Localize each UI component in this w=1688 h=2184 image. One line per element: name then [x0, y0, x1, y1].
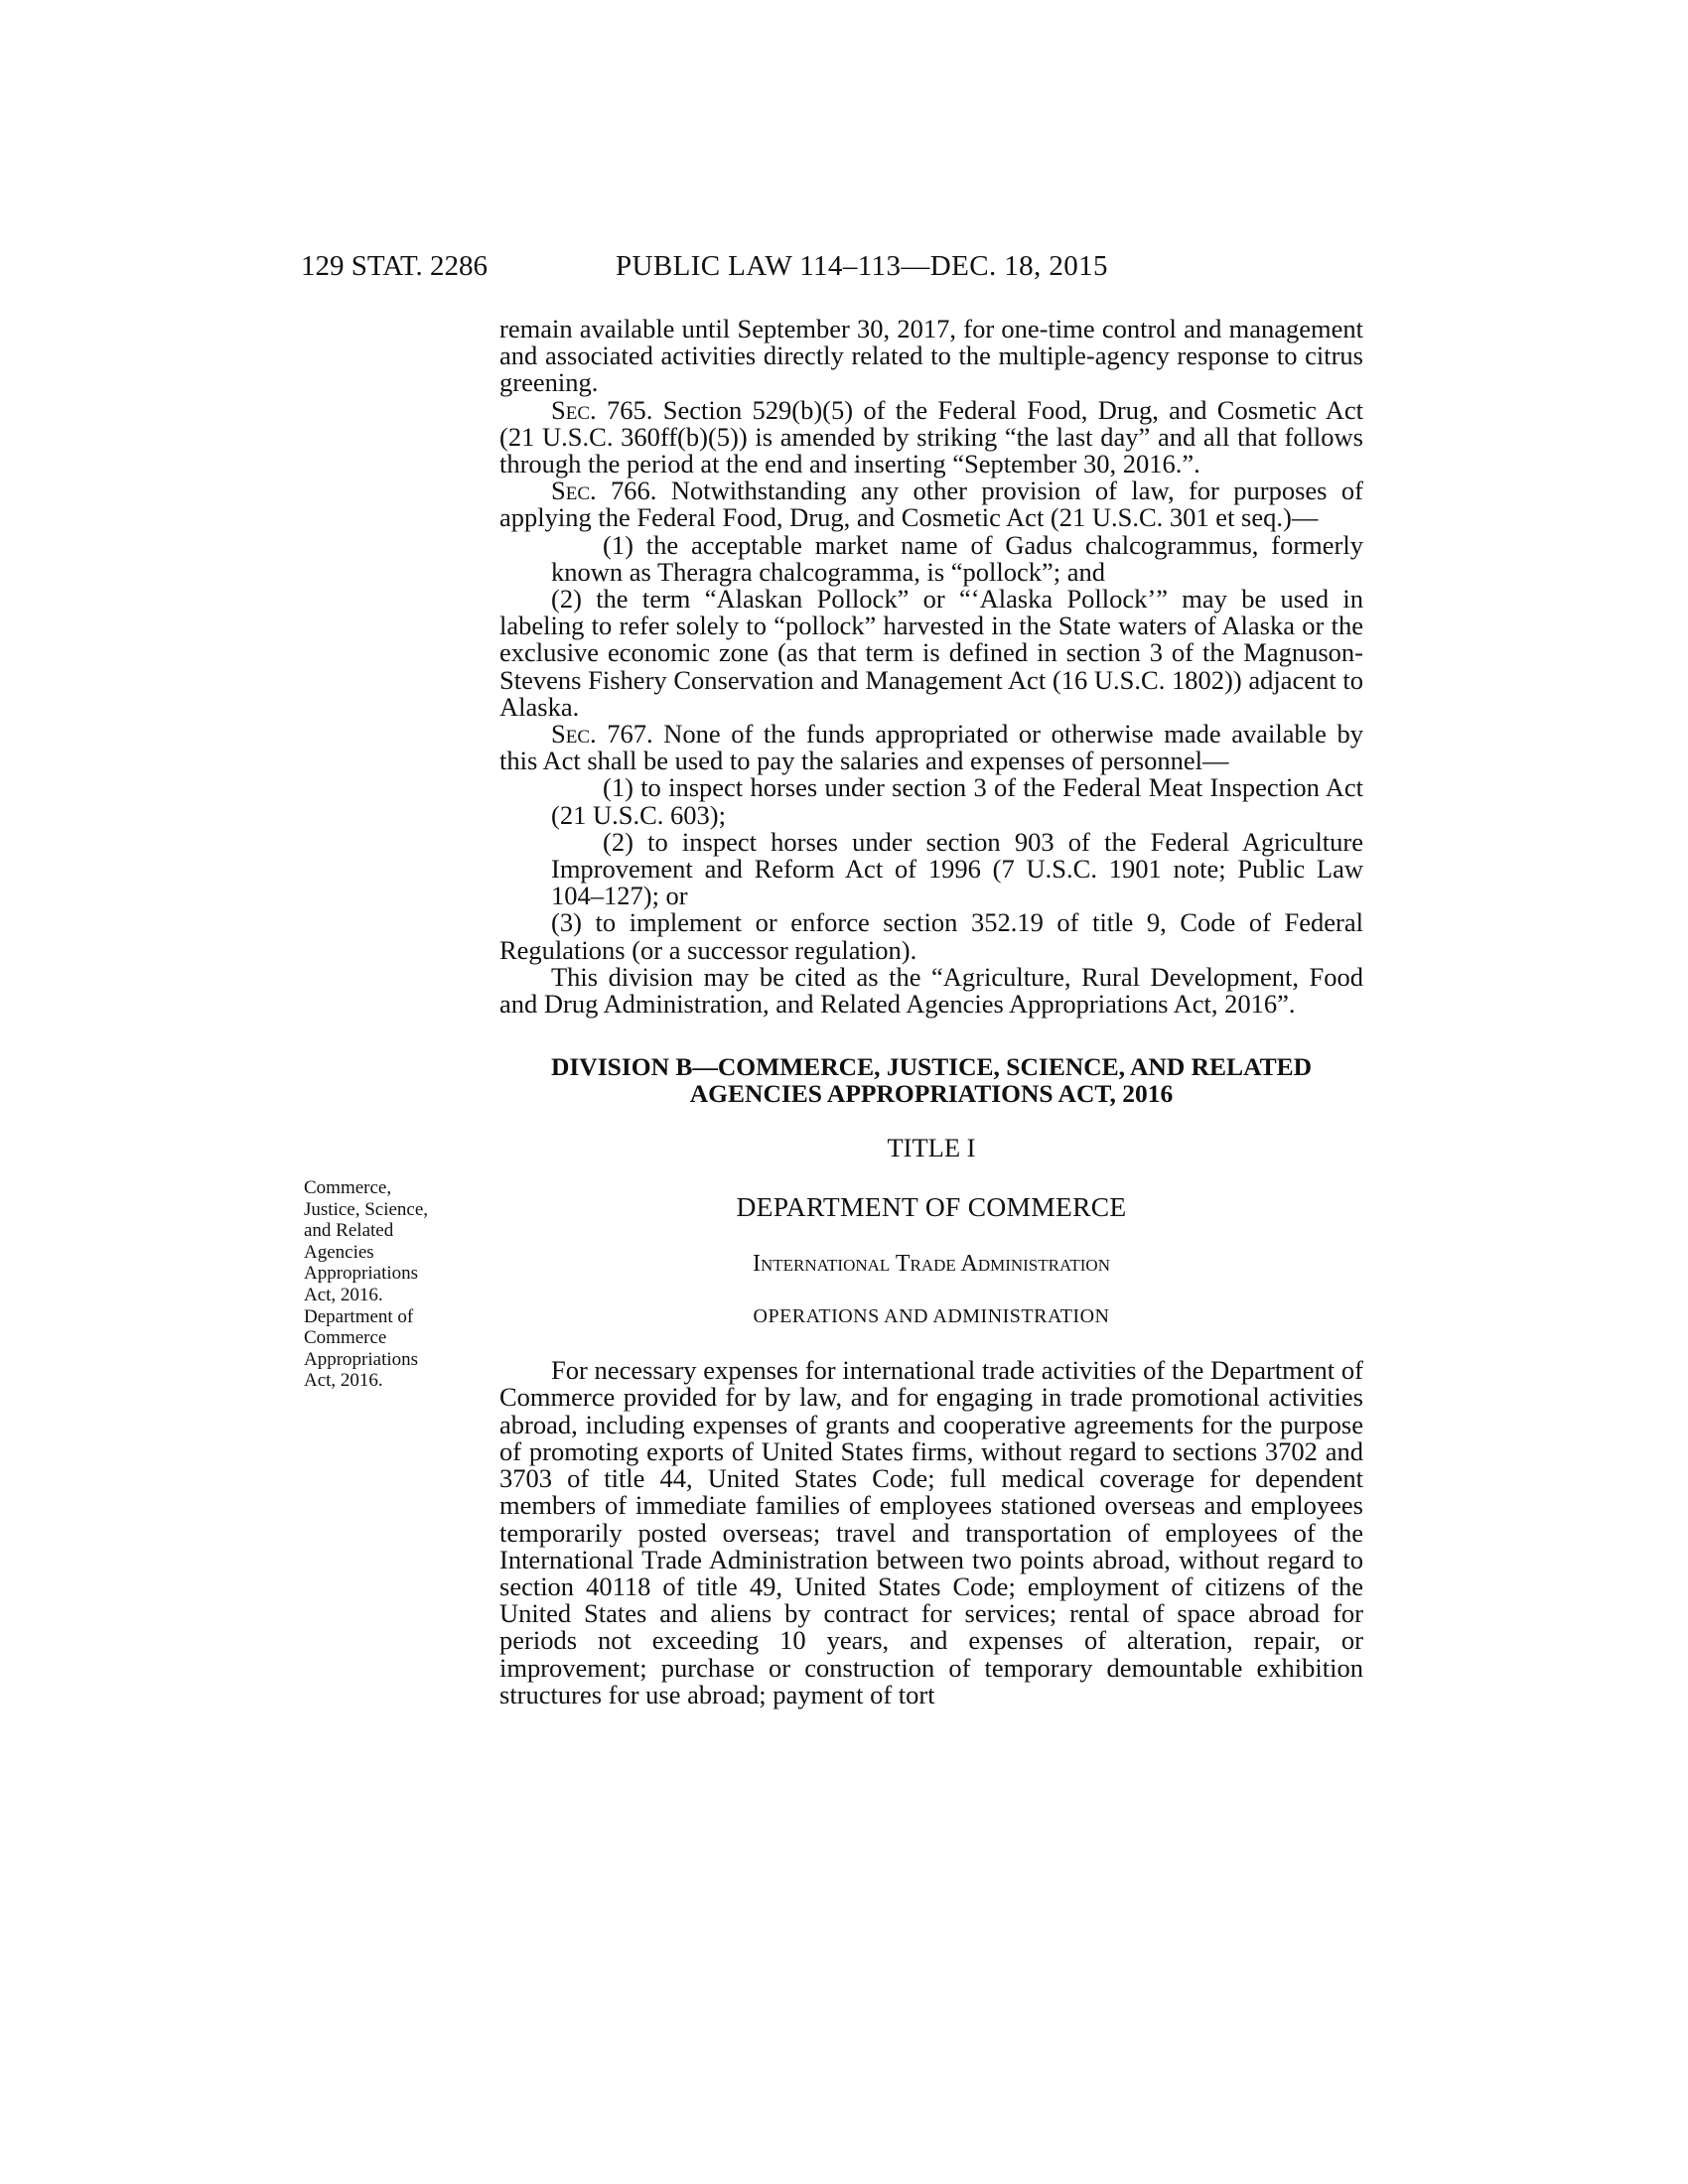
- section-label: Sec. 767.: [551, 719, 653, 750]
- section-label: Sec. 765.: [551, 394, 653, 425]
- section-766-item-2: (2) the term “Alaskan Pollock” or “‘Alaska Pollock’” may be used in labeling to refer solely to “pollock” harvested in the State waters of Alaska or the exclusive economic zone (as that term is defined in section 3 of the Magnuson-Stevens Fishery Conservation and Management Act (16 U.S.C. 1802)) adjacent to Alaska.: [499, 584, 1363, 722]
- agency-heading: International Trade Administration: [753, 1251, 1110, 1278]
- section-text: None of the funds appropriated or otherwise made available by this Act shall be used to pay the salaries and expenses of personnel—: [499, 719, 1363, 776]
- account-heading: OPERATIONS AND ADMINISTRATION: [753, 1305, 1110, 1328]
- margin-note-line: Act, 2016.: [304, 1284, 383, 1305]
- citation-paragraph: This division may be cited as the “Agriculture, Rural Development, Food and Drug Administration, and Related Agencies Appropriations Act, 2016”.: [499, 961, 1363, 1020]
- margin-note-line: Act, 2016.: [304, 1370, 383, 1392]
- margin-note-line: Commerce: [304, 1327, 387, 1349]
- margin-note-line: Commerce,: [304, 1177, 392, 1198]
- running-header: [301, 246, 1214, 286]
- stat-citation: 129 STAT. 2286: [301, 250, 489, 282]
- section-765: [499, 394, 1364, 479]
- margin-note-line: Agencies: [304, 1241, 374, 1263]
- law-title: PUBLIC LAW 114–113—DEC. 18, 2015: [616, 250, 1108, 282]
- title-heading: TITLE I: [887, 1133, 976, 1163]
- section-767-item-2: (2) to inspect horses under section 903 of the Federal Agriculture Improvement and Reform Act of 1996 (7 U.S.C. 1901 note; Public Law 104–127); or: [551, 826, 1363, 911]
- section-766-item-1: (1) the acceptable market name of Gadus chalcogrammus, formerly known as Theragra chalcogramma, is “pollock”; and: [551, 529, 1363, 587]
- appropriation-paragraph: For necessary expenses for international trade activities of the Department of Commerce provided for by law, and for engaging in trade promotional activities abroad, including expenses of grants and cooperative agreements for the purpose of promoting exports of United States firms, without regard to sections 3702 and 3703 of title 44, United States Code; full medical coverage for dependent members of immediate families of employees stationed overseas and employees temporarily posted overseas; travel and transportation of employees of the International Trade Administration between two points abroad, without regard to section 40118 of title 49, United States Code; employment of citizens of the United States and aliens by contract for services; rental of space abroad for periods not exceeding 10 years, and expenses of alteration, repair, or improvement; purchase or construction of temporary demountable exhibition structures for use abroad; payment of tort: [499, 1355, 1363, 1709]
- section-text: Notwithstanding any other provision of law, for purposes of applying the Federal Food, Drug, and Cosmetic Act (21 U.S.C. 301 et seq.)—: [499, 476, 1363, 533]
- section-label: Sec. 766.: [551, 476, 657, 506]
- section-767: [499, 721, 1363, 774]
- margin-note-line: Justice, Science,: [304, 1198, 429, 1220]
- margin-note-line: Appropriations: [304, 1263, 419, 1285]
- division-heading: DIVISION B—COMMERCE, JUSTICE, SCIENCE, AND RELATED AGENCIES APPROPRIATIONS ACT, 2016: [550, 1052, 1313, 1109]
- margin-note-line: and Related: [304, 1220, 394, 1242]
- margin-note-line: Department of: [304, 1305, 414, 1327]
- section-text: Section 529(b)(5) of the Federal Food, Drug, and Cosmetic Act (21 U.S.C. 360ff(b)(5)) is amended by striking “the last day” and all that follows through the period at the end and inserting “September 30, 2016.”.: [499, 394, 1364, 479]
- body-text: [499, 316, 1363, 1708]
- margin-note-line: Appropriations: [304, 1348, 419, 1370]
- margin-note: [304, 1177, 473, 1392]
- department-heading: DEPARTMENT OF COMMERCE: [736, 1191, 1127, 1223]
- section-767-item-1: (1) to inspect horses under section 3 of the Federal Meat Inspection Act (21 U.S.C. 603);: [551, 772, 1363, 830]
- section-766: [499, 478, 1363, 531]
- continuation-paragraph: remain available until September 30, 2017, for one-time control and management and associated activities directly related to the multiple-agency response to citrus greening.: [499, 314, 1363, 398]
- section-767-item-3: (3) to implement or enforce section 352.19 of title 9, Code of Federal Regulations (or a successor regulation).: [499, 907, 1363, 965]
